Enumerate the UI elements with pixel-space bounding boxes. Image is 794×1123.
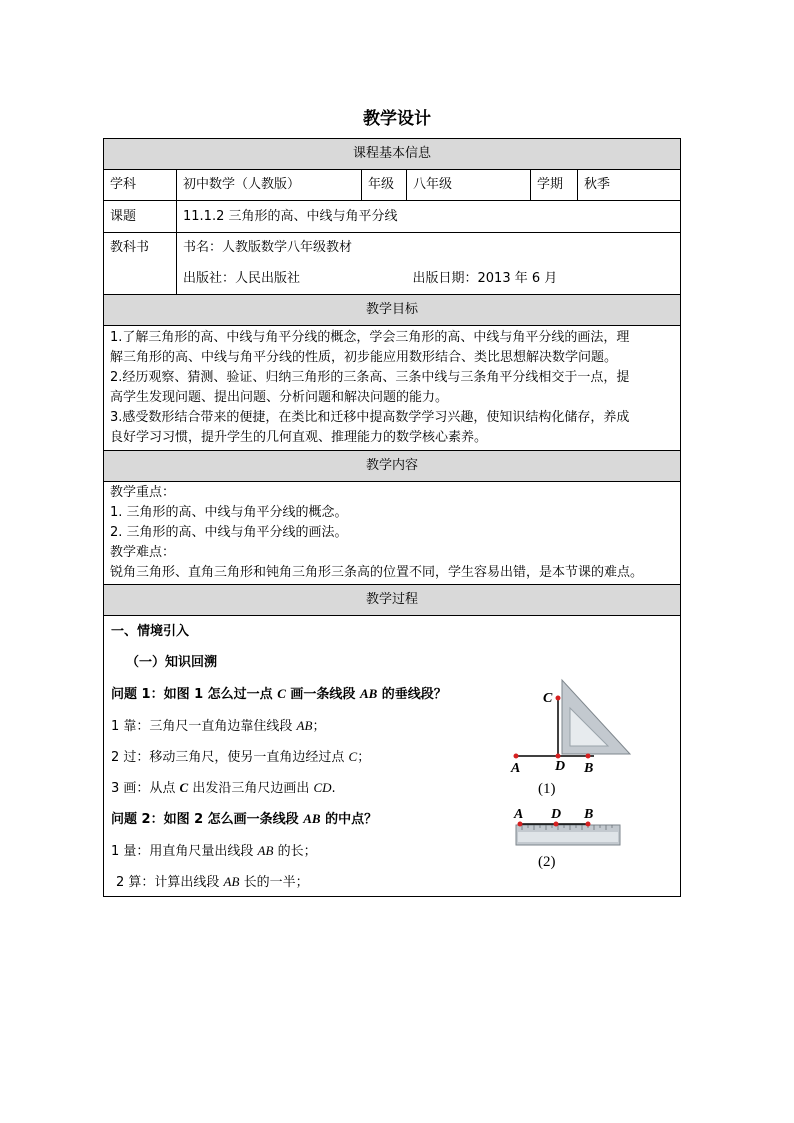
pub-date: 出版日期：2013 年 6 月 [407,264,681,295]
figure-2 [506,804,636,874]
difficulty-1: 锐角三角形、直角三角形和钝角三角形三条高的位置不同，学生容易出错，是本节课的难点。 [110,565,644,580]
section-goals: 教学目标 [104,295,681,326]
label-a: A [511,761,521,776]
step-2: 2 过：移动三角尺，使另一直角边经过点 C； [111,749,371,765]
doc-title: 教学设计 [363,109,431,129]
key-points-label: 教学重点： [110,485,176,500]
figure-1 [504,676,644,796]
difficulty-label: 教学难点： [110,545,176,560]
goal-2-line-2: 高学生发现问题、提出问题、分析问题和解决问题的能力。 [110,390,449,405]
goal-3-line-1: 3.感受数形结合带来的便捷，在类比和迁移中提高数学学习兴趣，使知识结构化储存，养成 [110,410,630,425]
topic-value: 11.1.2 三角形的高、中线与角平分线 [177,201,681,233]
point-a [518,822,523,827]
label-d: D [555,759,566,774]
textbook-label: 教科书 [104,233,177,295]
content-body [104,482,681,585]
term-label: 学期 [531,170,578,201]
goals-body [104,326,681,451]
section-basic-info: 课程基本信息 [104,139,681,170]
figure-1-caption: (1) [538,781,556,796]
process-body [104,616,681,897]
step-1: 1 靠：三角尺一直角边靠住线段 AB； [111,718,326,734]
point-a [514,754,519,759]
subject-label: 学科 [104,170,177,201]
step-4: 1 量：用直角尺量出线段 AB 的长； [111,843,317,859]
point-b [586,754,591,759]
question-1: 问题 1：如图 1 怎么过一点 C 画一条线段 AB 的垂线段？ [111,686,447,702]
lesson-table [103,138,681,897]
label-b: B [584,761,594,776]
point-b [586,822,591,827]
book-name: 书名：人教版数学八年级教材 [177,233,681,264]
grade-label: 年级 [362,170,407,201]
key-point-1: 1. 三角形的高、中线与角平分线的概念。 [110,505,348,520]
goal-3-line-2: 良好学习习惯，提升学生的几何直观、推理能力的数学核心素养。 [110,430,488,445]
goal-2-line-1: 2.经历观察、猜测、验证、归纳三角形的三条高、三条中线与三条角平分线相交于一点，提 [110,370,630,385]
term-value: 秋季 [578,170,681,201]
grade-value: 八年级 [407,170,531,201]
label-c: C [543,691,553,706]
section-content: 教学内容 [104,451,681,482]
point-c [556,696,561,701]
figure-2-caption: (2) [538,854,556,870]
point-d [556,754,561,759]
key-point-2: 2. 三角形的高、中线与角平分线的画法。 [110,525,348,540]
goal-1-line-1: 1.了解三角形的高、中线与角平分线的概念，学会三角形的高、中线与角平分线的画法，理 [110,330,630,345]
label-d: D [551,807,562,822]
section-process: 教学过程 [104,585,681,616]
publisher: 出版社：人民出版社 [177,264,407,295]
subject-value: 初中数学（人教版） [177,170,362,201]
step-5: 2 算：计算出线段 AB 长的一半； [116,874,309,890]
topic-label: 课题 [104,201,177,233]
process-heading-2: （一）知识回溯 [126,655,218,670]
process-heading-1: 一、情境引入 [111,624,190,639]
step-3: 3 画：从点 C 出发沿三角尺边画出 CD. [111,780,336,796]
point-d [554,822,559,827]
question-2: 问题 2：如图 2 怎么画一条线段 AB 的中点？ [111,811,378,827]
label-a: A [514,807,524,822]
label-b: B [584,807,594,822]
goal-1-line-2: 解三角形的高、中线与角平分线的性质，初步能应用数形结合、类比思想解决数学问题。 [110,350,618,365]
